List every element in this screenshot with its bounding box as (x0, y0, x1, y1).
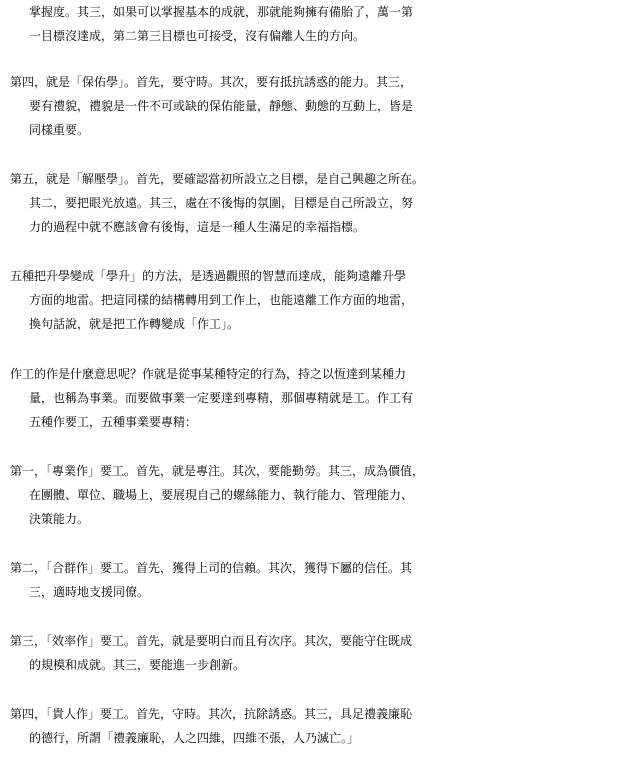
text-line: 決策能力。 (29, 512, 90, 526)
text-line: 要有禮貌，禮貌是一件不可或缺的保佑能量，靜態、動態的互動上，皆是 (29, 99, 414, 113)
text-line: 力的過程中就不應該會有後悔，這是一種人生滿足的幸福指標。 (29, 220, 366, 234)
paragraph-teamwork (10, 556, 636, 604)
text-line: 量，也稱為事業。而要做事業一定要達到專精，那個專精就是工。作工有 (29, 391, 414, 405)
paragraph-five-methods (10, 264, 636, 336)
paragraph-benefactor (10, 702, 636, 750)
text-line: 作工的作是什麼意思呢？作就是從事某種特定的行為，持之以恆達到某種力 (10, 367, 407, 381)
text-line: 在團體、單位、職場上，要展現自己的螺絲能力、執行能力、管理能力、 (29, 488, 414, 502)
paragraph-efficiency (10, 629, 636, 677)
text-line: 第四，「貴人作」要工。首先，守時。其次，抗除誘惑。其三，具足禮義廉恥 (10, 707, 413, 721)
text-line: 第四，就是「保佑學」。首先，要守時。其次，要有抵抗誘惑的能力。其三， (10, 75, 413, 89)
text-line: 方面的地雷。把這同樣的結構轉用到工作上，也能遠離工作方面的地雷， (29, 293, 414, 307)
text-line: 第二，「合群作」要工。首先，獲得上司的信賴。其次，獲得下屬的信任。其 (10, 561, 413, 575)
paragraph-professional-work (10, 459, 636, 531)
text-line: 第一，「專業作」要工。首先，就是專注。其次，要能勤勞。其三，成為價值， (10, 464, 425, 478)
text-line: 第五，就是「解壓學」。首先，要確認當初所設立之目標，是自己興趣之所在。 (10, 172, 425, 186)
paragraph-stress-relief-study (10, 167, 636, 239)
text-line: 其二，要把眼光放遠。其三，處在不後悔的氛圍，目標是自己所設立，努 (29, 196, 414, 210)
text-line: 五種作要工，五種事業要專精： (29, 415, 198, 429)
text-line: 五種把升學變成「學升」的方法，是透過觀照的智慧而達成，能夠遠離升學 (10, 269, 407, 283)
text-line: 的規模和成就。其三，要能進一步創新。 (29, 658, 246, 672)
text-line: 一目標沒達成，第二第三目標也可接受，沒有偏離人生的方向。 (29, 29, 366, 43)
text-line: 同樣重要。 (29, 123, 90, 137)
paragraph-meaning-of-work (10, 362, 636, 434)
text-line: 第三，「效率作」要工。首先，就是要明白而且有次序。其次，要能守住既成 (10, 634, 413, 648)
text-line: 換句話說，就是把工作轉變成「作工」。 (29, 317, 240, 331)
paragraph-protection-study (10, 70, 636, 142)
text-line: 的德行，所謂「禮義廉恥，人之四維，四維不張，人乃滅亡。」 (29, 731, 360, 745)
text-line: 掌握度。其三，如果可以掌握基本的成就，那就能夠擁有備胎了，萬一第 (29, 5, 414, 19)
paragraph-goal-summary (10, 0, 636, 48)
text-line: 三，適時地支援同僚。 (29, 585, 150, 599)
